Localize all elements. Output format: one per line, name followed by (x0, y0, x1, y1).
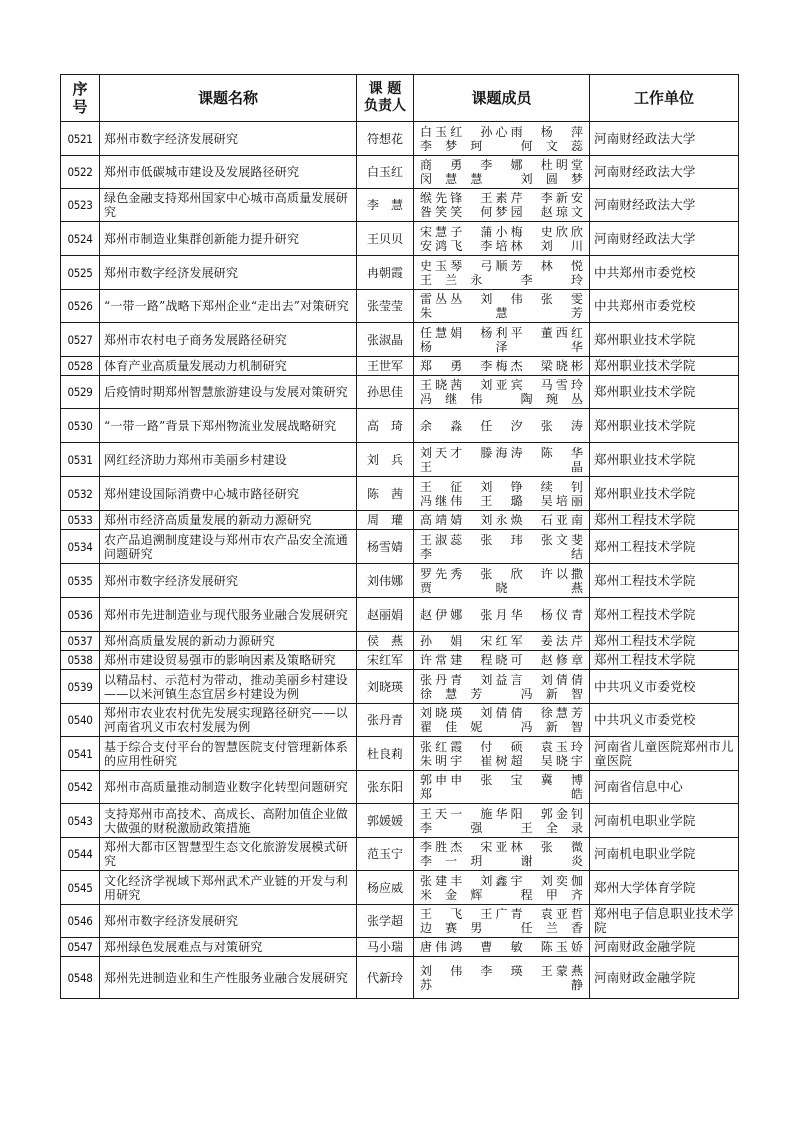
project-leader-cell: 李 慧 (357, 189, 414, 222)
project-title-cell: 基于综合支付平台的智慧医院支付管理新体系的应用性研究 (100, 737, 357, 771)
member-line: 王晓茜 刘亚宾 马雪玲 (420, 378, 583, 392)
table-body (61, 122, 739, 999)
table-row (61, 632, 739, 651)
member-line: 徐慧芳 冯新智 (420, 686, 583, 701)
project-title-cell: 郑州市先进制造业与现代服务业融合发展研究 (100, 598, 357, 632)
member-line: 郑 皓 (420, 787, 583, 801)
table-row (61, 477, 739, 511)
project-members-cell (414, 156, 590, 189)
member-line: 刘 伟 李 瑛 王蒙燕 (420, 963, 583, 978)
project-leader-cell: 孙思佳 (357, 376, 414, 409)
member-line: 米金辉 程甲齐 (420, 887, 583, 902)
member-line: 苏 静 (420, 977, 583, 992)
header-serial-number (61, 75, 100, 122)
project-title-cell: 郑州市建设贸易强市的影响因素及策略研究 (100, 651, 357, 670)
work-unit-cell: 河南财政金融学院 (590, 938, 739, 957)
project-leader-cell: 赵丽娟 (357, 598, 414, 632)
work-unit-cell: 河南机电职业学院 (590, 804, 739, 838)
project-members-cell (414, 357, 590, 376)
work-unit-cell: 郑州职业技术学院 (590, 357, 739, 376)
member-line: 王天一 施华阳 郭金钊 (420, 806, 583, 821)
member-line: 冯继伟 王 璐 吴培丽 (420, 493, 583, 508)
project-leader-cell: 周 瓘 (357, 511, 414, 530)
serial-number-cell: 0527 (61, 323, 100, 357)
project-leader-cell: 符想花 (357, 122, 414, 156)
table-row (61, 189, 739, 222)
project-members-cell (414, 905, 590, 938)
project-title-cell: 绿色金融支持郑州国家中心城市高质量发展研究 (100, 189, 357, 222)
table-header-row (61, 75, 739, 122)
work-unit-cell: 河南财经政法大学 (590, 156, 739, 189)
table-row (61, 564, 739, 598)
project-title-cell: 后疫情时期郑州智慧旅游建设与发展对策研究 (100, 376, 357, 409)
serial-number-cell: 0526 (61, 290, 100, 323)
member-line: 王 晶 (420, 459, 583, 474)
member-line: 李胜杰 宋亚林 张 微 (420, 840, 583, 854)
serial-number-cell: 0531 (61, 443, 100, 477)
member-line: 闵慧慧 刘圆梦 (420, 172, 583, 186)
serial-number-cell: 0538 (61, 651, 100, 670)
project-members-cell (414, 670, 590, 704)
member-line: 史玉琴 弓顺芳 林 悦 (420, 258, 583, 273)
member-line: 刘天才 滕海涛 陈 华 (420, 445, 583, 460)
table-row (61, 737, 739, 771)
project-members-cell (414, 564, 590, 598)
member-line: 白玉红 孙心雨 杨 萍 (420, 124, 583, 139)
project-title-cell: 体育产业高质量发展动力机制研究 (100, 357, 357, 376)
project-members-cell (414, 189, 590, 222)
project-leader-cell: 宋红军 (357, 651, 414, 670)
member-line: 雷丛丛 刘 伟 张 雯 (420, 292, 583, 306)
member-line: 李 强 王全录 (420, 820, 583, 835)
table-row (61, 530, 739, 564)
project-members-cell (414, 938, 590, 957)
project-title-cell: 郑州市低碳城市建设及发展路径研究 (100, 156, 357, 189)
project-members-cell (414, 957, 590, 999)
project-members-cell (414, 838, 590, 871)
member-line: 杨泽华 (420, 339, 583, 354)
project-title-cell: 郑州大都市区智慧型生态文化旅游发展模式研究 (100, 838, 357, 871)
project-leader-cell: 张东阳 (357, 771, 414, 804)
table-row (61, 409, 739, 443)
table-row (61, 771, 739, 804)
table-row (61, 957, 739, 999)
serial-number-cell: 0521 (61, 122, 100, 156)
work-unit-cell: 中共巩义市委党校 (590, 704, 739, 737)
project-leader-cell: 马小瑞 (357, 938, 414, 957)
table-row (61, 670, 739, 704)
project-members-cell (414, 530, 590, 564)
serial-number-cell: 0522 (61, 156, 100, 189)
table-row (61, 704, 739, 737)
work-unit-cell: 中共郑州市委党校 (590, 290, 739, 323)
member-line: 罗先秀 张 欣 许以撒 (420, 566, 583, 581)
project-members-cell (414, 409, 590, 443)
table-row (61, 256, 739, 290)
project-members-cell (414, 290, 590, 323)
project-title-cell: 文化经济学视域下郑州武术产业链的开发与利用研究 (100, 871, 357, 905)
project-leader-cell: 陈 茜 (357, 477, 414, 511)
project-leader-cell: 杨雪婧 (357, 530, 414, 564)
member-line: 王淑蕊 张 玮 张文斐 (420, 532, 583, 547)
serial-number-cell: 0546 (61, 905, 100, 938)
project-leader-cell: 范玉宁 (357, 838, 414, 871)
member-line: 朱慧芳 (420, 306, 583, 320)
project-leader-cell: 杜良莉 (357, 737, 414, 771)
table-row (61, 357, 739, 376)
serial-number-cell: 0528 (61, 357, 100, 376)
member-line: 张建丰 刘鑫宇 刘奕伽 (420, 873, 583, 888)
member-line: 朱明宇 崔树超 吴晓宇 (420, 753, 583, 768)
table-row (61, 156, 739, 189)
project-leader-cell: 张学超 (357, 905, 414, 938)
document-page (60, 74, 738, 999)
table-row (61, 871, 739, 905)
project-title-cell: 网红经济助力郑州市美丽乡村建设 (100, 443, 357, 477)
member-line: 许常建 程晓可 赵修章 (420, 653, 583, 667)
table-row (61, 804, 739, 838)
project-members-cell (414, 737, 590, 771)
project-members-cell (414, 804, 590, 838)
project-leader-cell: 王世军 (357, 357, 414, 376)
serial-number-cell: 0525 (61, 256, 100, 290)
serial-number-cell: 0534 (61, 530, 100, 564)
project-leader-cell: 高 琦 (357, 409, 414, 443)
header-serial-number-line-2: 号 (72, 98, 88, 116)
header-work-unit: 工作单位 (590, 75, 739, 122)
table-row (61, 290, 739, 323)
serial-number-cell: 0524 (61, 222, 100, 256)
member-line: 李 结 (420, 546, 583, 561)
member-line: 昝笑笑 何梦园 赵琼文 (420, 205, 583, 219)
table-row (61, 376, 739, 409)
member-line: 李一玥 谢 炎 (420, 854, 583, 868)
work-unit-cell: 河南财经政法大学 (590, 122, 739, 156)
project-title-cell: 支持郑州市高技术、高成长、高附加值企业做大做强的财税激励政策措施 (100, 804, 357, 838)
project-title-cell: 郑州市数字经济发展研究 (100, 122, 357, 156)
serial-number-cell: 0529 (61, 376, 100, 409)
member-line: 张丹青 刘益言 刘倩倩 (420, 672, 583, 687)
project-leader-cell: 杨应威 (357, 871, 414, 905)
project-members-cell (414, 376, 590, 409)
member-line: 缑先锋 王素芹 李新安 (420, 191, 583, 205)
project-members-cell (414, 598, 590, 632)
serial-number-cell: 0537 (61, 632, 100, 651)
serial-number-cell: 0532 (61, 477, 100, 511)
project-members-cell (414, 771, 590, 804)
header-serial-number-line-1: 序 (72, 80, 88, 98)
work-unit-cell: 郑州大学体育学院 (590, 871, 739, 905)
member-line: 刘晓瑛 刘倩倩 徐慧芳 (420, 706, 583, 720)
serial-number-cell: 0533 (61, 511, 100, 530)
project-leader-cell: 张莹莹 (357, 290, 414, 323)
project-title-cell: 郑州市数字经济发展研究 (100, 256, 357, 290)
header-project-leader-line-2: 负责人 (364, 98, 406, 114)
project-members-cell (414, 222, 590, 256)
work-unit-cell: 河南财政金融学院 (590, 957, 739, 999)
project-leader-cell: 冉朝霞 (357, 256, 414, 290)
work-unit-cell: 郑州职业技术学院 (590, 323, 739, 357)
member-line: 安鸿飞 李培林 刘 川 (420, 238, 583, 253)
project-members-cell (414, 511, 590, 530)
work-unit-cell: 郑州工程技术学院 (590, 511, 739, 530)
project-members-cell (414, 122, 590, 156)
project-leader-cell: 刘 兵 (357, 443, 414, 477)
member-line: 贾晓燕 (420, 580, 583, 595)
serial-number-cell: 0523 (61, 189, 100, 222)
project-title-cell: 郑州市制造业集群创新能力提升研究 (100, 222, 357, 256)
member-line: 王兰永 李 玲 (420, 272, 583, 287)
serial-number-cell: 0540 (61, 704, 100, 737)
member-line: 边赛男 任兰香 (420, 921, 583, 935)
work-unit-cell: 郑州职业技术学院 (590, 409, 739, 443)
serial-number-cell: 0545 (61, 871, 100, 905)
header-project-leader (357, 75, 414, 122)
project-members-cell (414, 477, 590, 511)
work-unit-cell: 郑州工程技术学院 (590, 598, 739, 632)
project-title-cell: 农产品追溯制度建设与郑州市农产品安全流通问题研究 (100, 530, 357, 564)
work-unit-cell: 郑州电子信息职业技术学院 (590, 905, 739, 938)
project-title-cell: “一带一路”战略下郑州企业“走出去”对策研究 (100, 290, 357, 323)
work-unit-cell: 郑州工程技术学院 (590, 651, 739, 670)
member-line: 孙 娟 宋红军 姜法芹 (420, 634, 583, 648)
header-project-title: 课题名称 (100, 75, 357, 122)
member-line: 余 淼 任 汐 张 涛 (420, 418, 583, 433)
member-line: 郭申申 张 宝 冀 博 (420, 773, 583, 787)
member-line: 王 飞 王广青 袁亚哲 (420, 907, 583, 921)
table-row (61, 122, 739, 156)
serial-number-cell: 0535 (61, 564, 100, 598)
member-line: 李梦珂 何文蕊 (420, 138, 583, 153)
table-row (61, 651, 739, 670)
project-title-cell: 郑州市农业农村优先发展实现路径研究——以河南省巩义市农村发展为例 (100, 704, 357, 737)
member-line: 翟佳妮 冯新智 (420, 720, 583, 734)
project-title-cell: 郑州先进制造业和生产性服务业融合发展研究 (100, 957, 357, 999)
work-unit-cell: 郑州工程技术学院 (590, 632, 739, 651)
serial-number-cell: 0547 (61, 938, 100, 957)
work-unit-cell: 郑州职业技术学院 (590, 443, 739, 477)
project-title-cell: 郑州绿色发展难点与对策研究 (100, 938, 357, 957)
serial-number-cell: 0536 (61, 598, 100, 632)
serial-number-cell: 0544 (61, 838, 100, 871)
project-leader-cell: 代新玲 (357, 957, 414, 999)
member-line: 宋慧子 蒲小梅 史欣欣 (420, 224, 583, 239)
table-row (61, 323, 739, 357)
serial-number-cell: 0530 (61, 409, 100, 443)
serial-number-cell: 0548 (61, 957, 100, 999)
project-title-cell: 郑州高质量发展的新动力源研究 (100, 632, 357, 651)
member-line: 商 勇 李 娜 杜明堂 (420, 158, 583, 172)
project-table (60, 74, 739, 999)
serial-number-cell: 0541 (61, 737, 100, 771)
member-line: 唐伟鸿 曹 敏 陈玉娇 (420, 940, 583, 954)
table-row (61, 511, 739, 530)
work-unit-cell: 郑州职业技术学院 (590, 376, 739, 409)
header-project-members: 课题成员 (414, 75, 590, 122)
project-title-cell: 郑州建设国际消费中心城市路径研究 (100, 477, 357, 511)
table-row (61, 222, 739, 256)
project-leader-cell: 刘晓瑛 (357, 670, 414, 704)
header-project-leader-line-1: 课 题 (368, 81, 402, 97)
member-line: 郑 勇 李梅杰 梁晓彬 (420, 359, 583, 373)
member-line: 冯继伟 陶琬丛 (420, 392, 583, 406)
table-row (61, 905, 739, 938)
member-line: 赵伊娜 张月华 杨仪青 (420, 607, 583, 622)
work-unit-cell: 河南财经政法大学 (590, 189, 739, 222)
project-title-cell: 郑州市数字经济发展研究 (100, 564, 357, 598)
serial-number-cell: 0543 (61, 804, 100, 838)
member-line: 王 征 刘 铮 续 钊 (420, 479, 583, 494)
project-members-cell (414, 632, 590, 651)
project-title-cell: 郑州市农村电子商务发展路径研究 (100, 323, 357, 357)
project-leader-cell: 郭媛媛 (357, 804, 414, 838)
work-unit-cell: 河南机电职业学院 (590, 838, 739, 871)
work-unit-cell: 河南省信息中心 (590, 771, 739, 804)
member-line: 张红霞 付 硕 袁玉玲 (420, 739, 583, 754)
member-line: 任慧娟 杨利平 董西红 (420, 325, 583, 340)
table-row (61, 443, 739, 477)
project-title-cell: 以精品村、示范村为带动，推动美丽乡村建设——以米河镇生态宜居乡村建设为例 (100, 670, 357, 704)
work-unit-cell: 郑州工程技术学院 (590, 530, 739, 564)
project-title-cell: 郑州市数字经济发展研究 (100, 905, 357, 938)
work-unit-cell: 郑州工程技术学院 (590, 564, 739, 598)
project-leader-cell: 白玉红 (357, 156, 414, 189)
project-title-cell: “一带一路”背景下郑州物流业发展战略研究 (100, 409, 357, 443)
project-leader-cell: 张淑晶 (357, 323, 414, 357)
table-row (61, 838, 739, 871)
member-line: 高靖婧 刘永焕 石亚南 (420, 513, 583, 527)
project-members-cell (414, 651, 590, 670)
work-unit-cell: 河南省儿童医院郑州市儿童医院 (590, 737, 739, 771)
project-title-cell: 郑州市高质量推动制造业数字化转型问题研究 (100, 771, 357, 804)
project-members-cell (414, 323, 590, 357)
project-members-cell (414, 443, 590, 477)
work-unit-cell: 中共郑州市委党校 (590, 256, 739, 290)
serial-number-cell: 0539 (61, 670, 100, 704)
project-leader-cell: 刘伟娜 (357, 564, 414, 598)
table-row (61, 598, 739, 632)
project-leader-cell: 张丹青 (357, 704, 414, 737)
serial-number-cell: 0542 (61, 771, 100, 804)
work-unit-cell: 郑州职业技术学院 (590, 477, 739, 511)
work-unit-cell: 中共巩义市委党校 (590, 670, 739, 704)
table-row (61, 938, 739, 957)
project-leader-cell: 王贝贝 (357, 222, 414, 256)
project-title-cell: 郑州市经济高质量发展的新动力源研究 (100, 511, 357, 530)
work-unit-cell: 河南财经政法大学 (590, 222, 739, 256)
project-members-cell (414, 256, 590, 290)
project-leader-cell: 侯 燕 (357, 632, 414, 651)
project-members-cell (414, 704, 590, 737)
project-members-cell (414, 871, 590, 905)
